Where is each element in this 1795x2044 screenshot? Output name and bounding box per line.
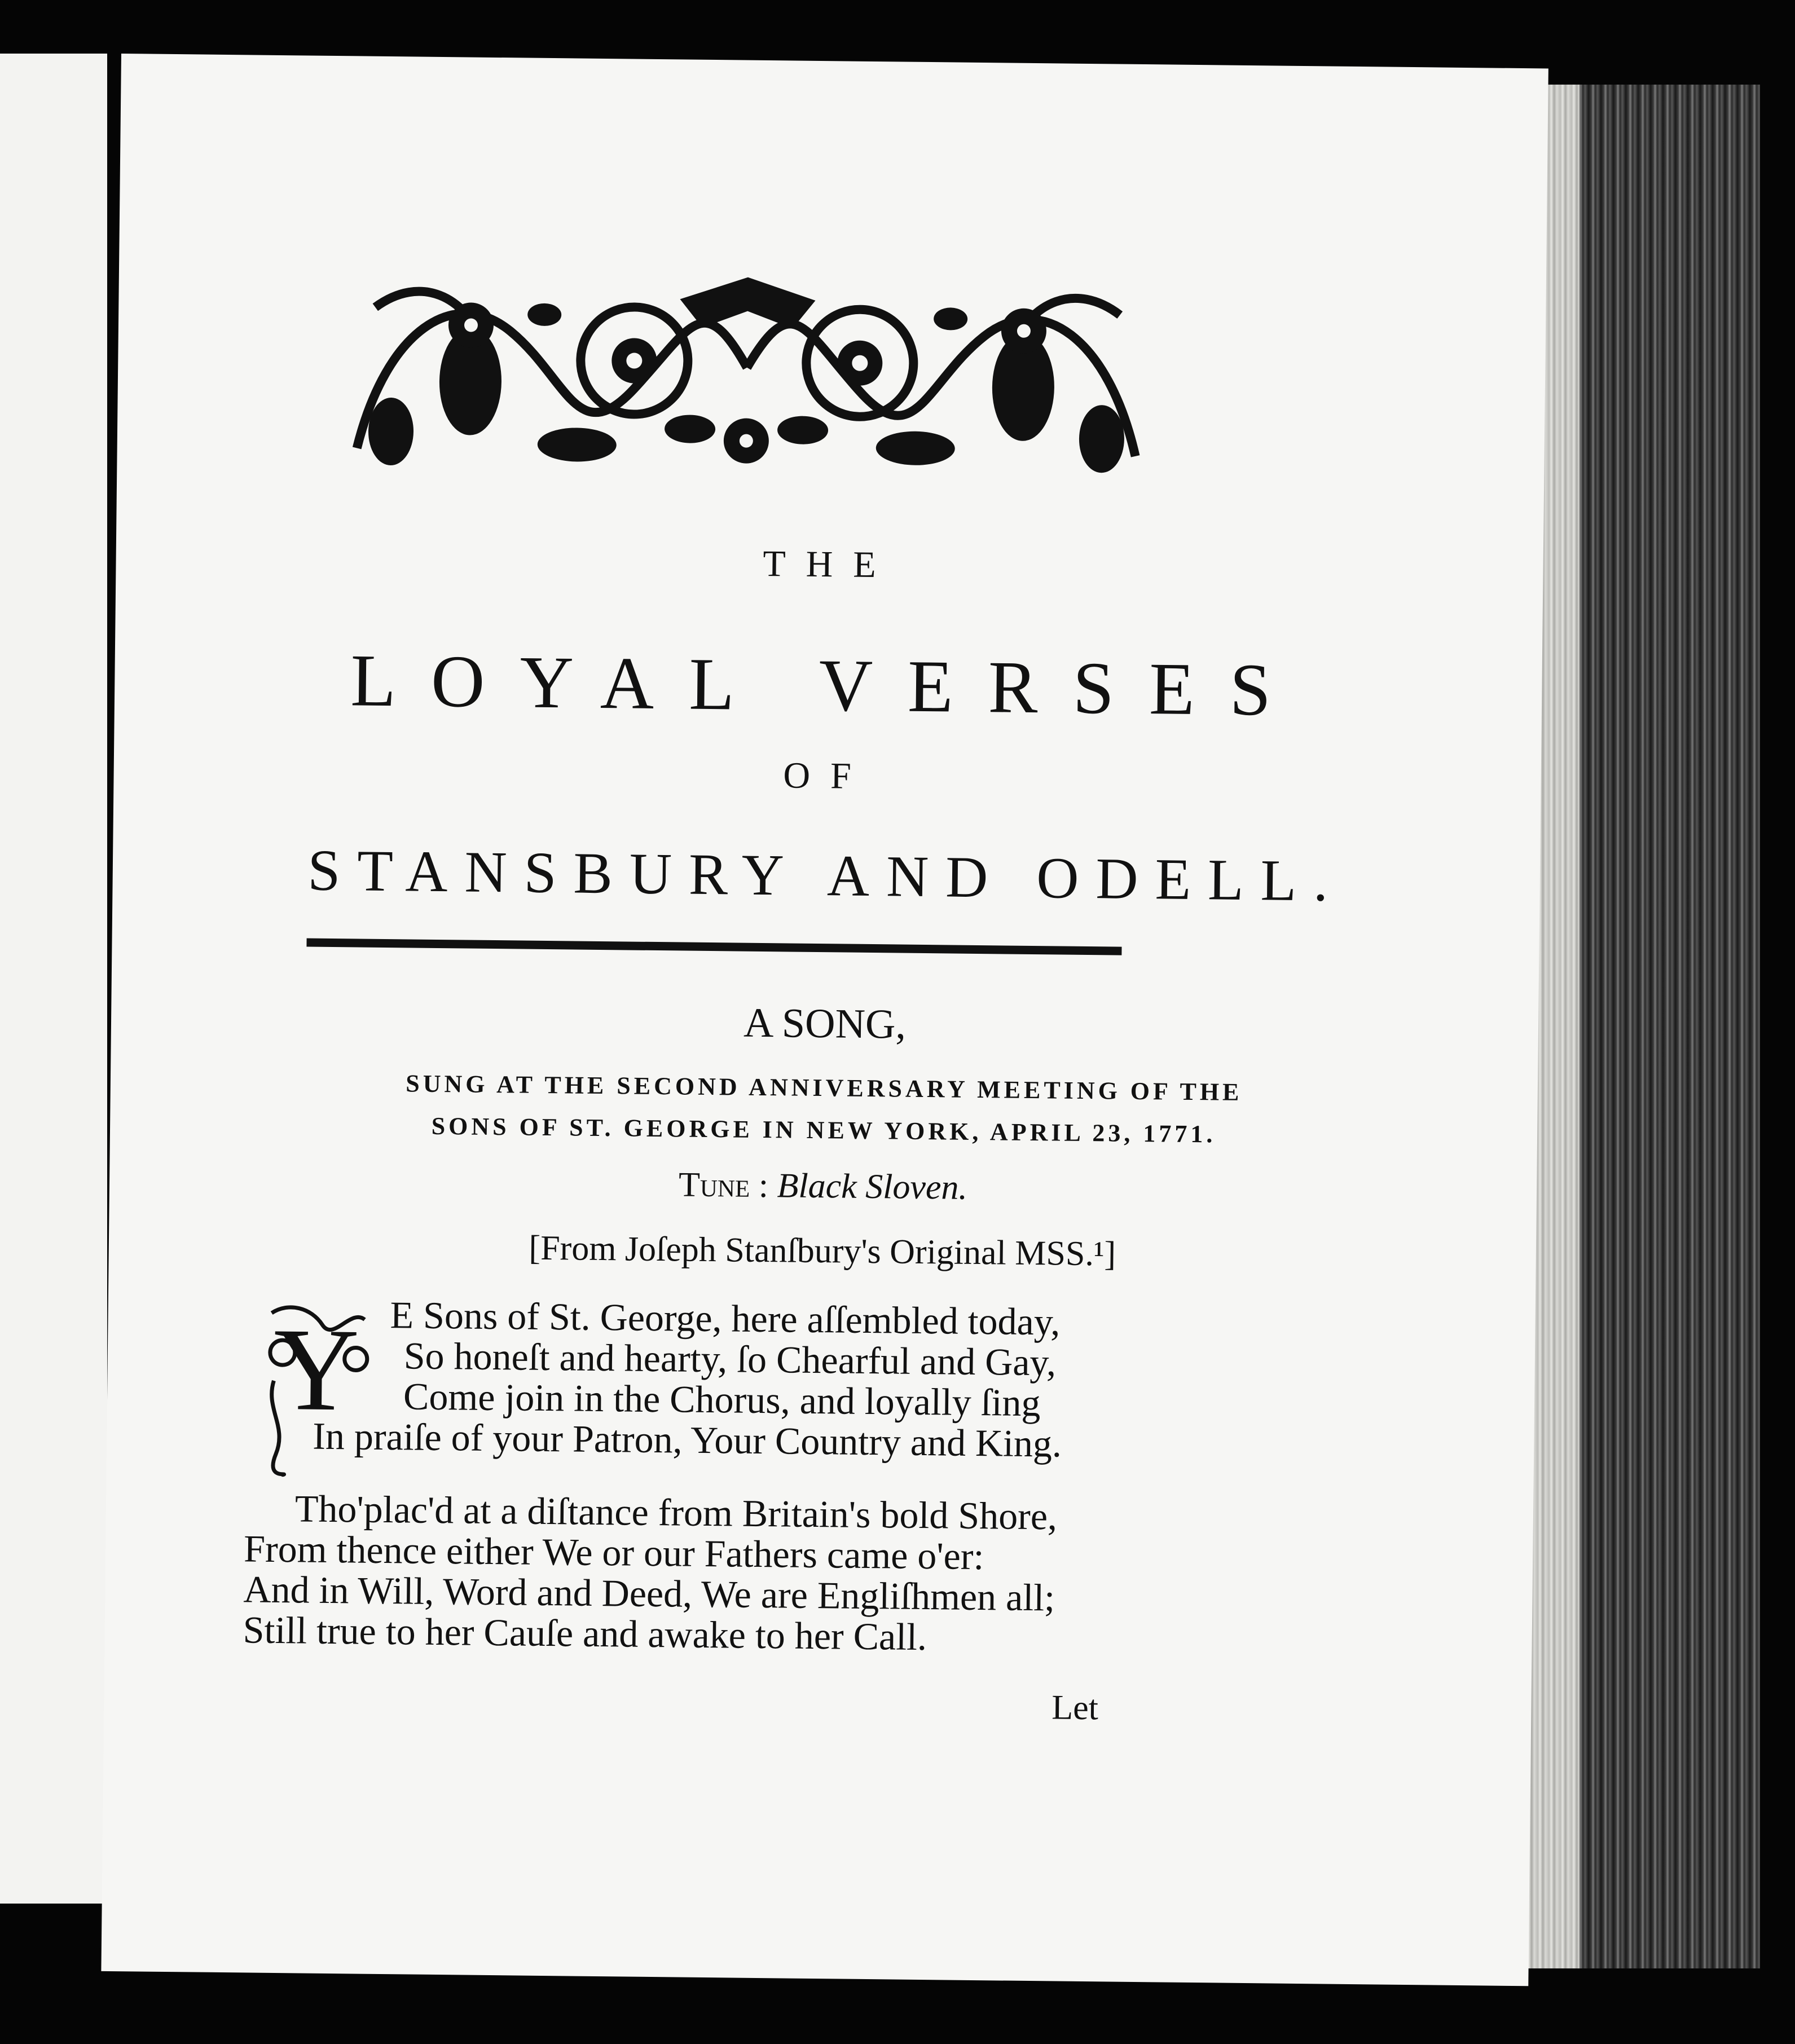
song-subtitle-line1: SUNG AT THE SECOND ANNIVERSARY MEETING OF THE	[406, 1069, 1243, 1106]
stanza-2	[243, 1487, 1057, 1658]
tune-label: Tune :	[678, 1165, 769, 1205]
title-main: LOYAL VERSES	[350, 638, 1306, 732]
source-note: [From Joſeph Stanſbury's Original MSS.¹]	[529, 1228, 1116, 1274]
stanza-1-line-1: E Sons of St. George, here aſſembled today,	[390, 1293, 1061, 1343]
tune-line	[109, 1159, 1537, 1214]
stanza-1	[312, 1293, 1063, 1465]
ornamental-headpiece	[340, 262, 1154, 493]
title-of: OF	[783, 755, 872, 797]
title-rule	[306, 939, 1121, 955]
stanza-2-line-2: From thence either We or our Fathers came o'er:	[243, 1527, 984, 1578]
stanza-2-line-3: And in Will, Word and Deed, We are Engliſhmen all;	[243, 1567, 1055, 1619]
catchword: Let	[1052, 1688, 1099, 1728]
stanza-2-line-4: Still true to her Cauſe and awake to her Call.	[243, 1608, 927, 1659]
stanza-1-line-4: In praiſe of your Patron, Your Country and King.	[312, 1414, 1062, 1465]
stanza-1-line-3: Come join in the Chorus, and loyally ſing	[403, 1375, 1041, 1425]
title-authors: STANSBURY AND ODELL.	[307, 838, 1345, 914]
book-page	[101, 54, 1548, 1986]
song-title: A SONG,	[743, 999, 907, 1048]
title-the: THE	[763, 543, 897, 586]
stanza-1-line-2: So honeſt and hearty, ſo Chearful and Gay,	[403, 1334, 1057, 1384]
facing-page	[0, 54, 107, 1904]
tune-name: Black Sloven.	[777, 1166, 968, 1207]
stanza-2-line-1: Tho'plac'd at a diſtance from Britain's bold Shore,	[294, 1487, 1058, 1538]
drop-cap-letter: Y	[272, 1303, 360, 1436]
song-subtitle-line2: SONS OF ST. GEORGE IN NEW YORK, APRIL 23, 1771.	[431, 1112, 1216, 1148]
